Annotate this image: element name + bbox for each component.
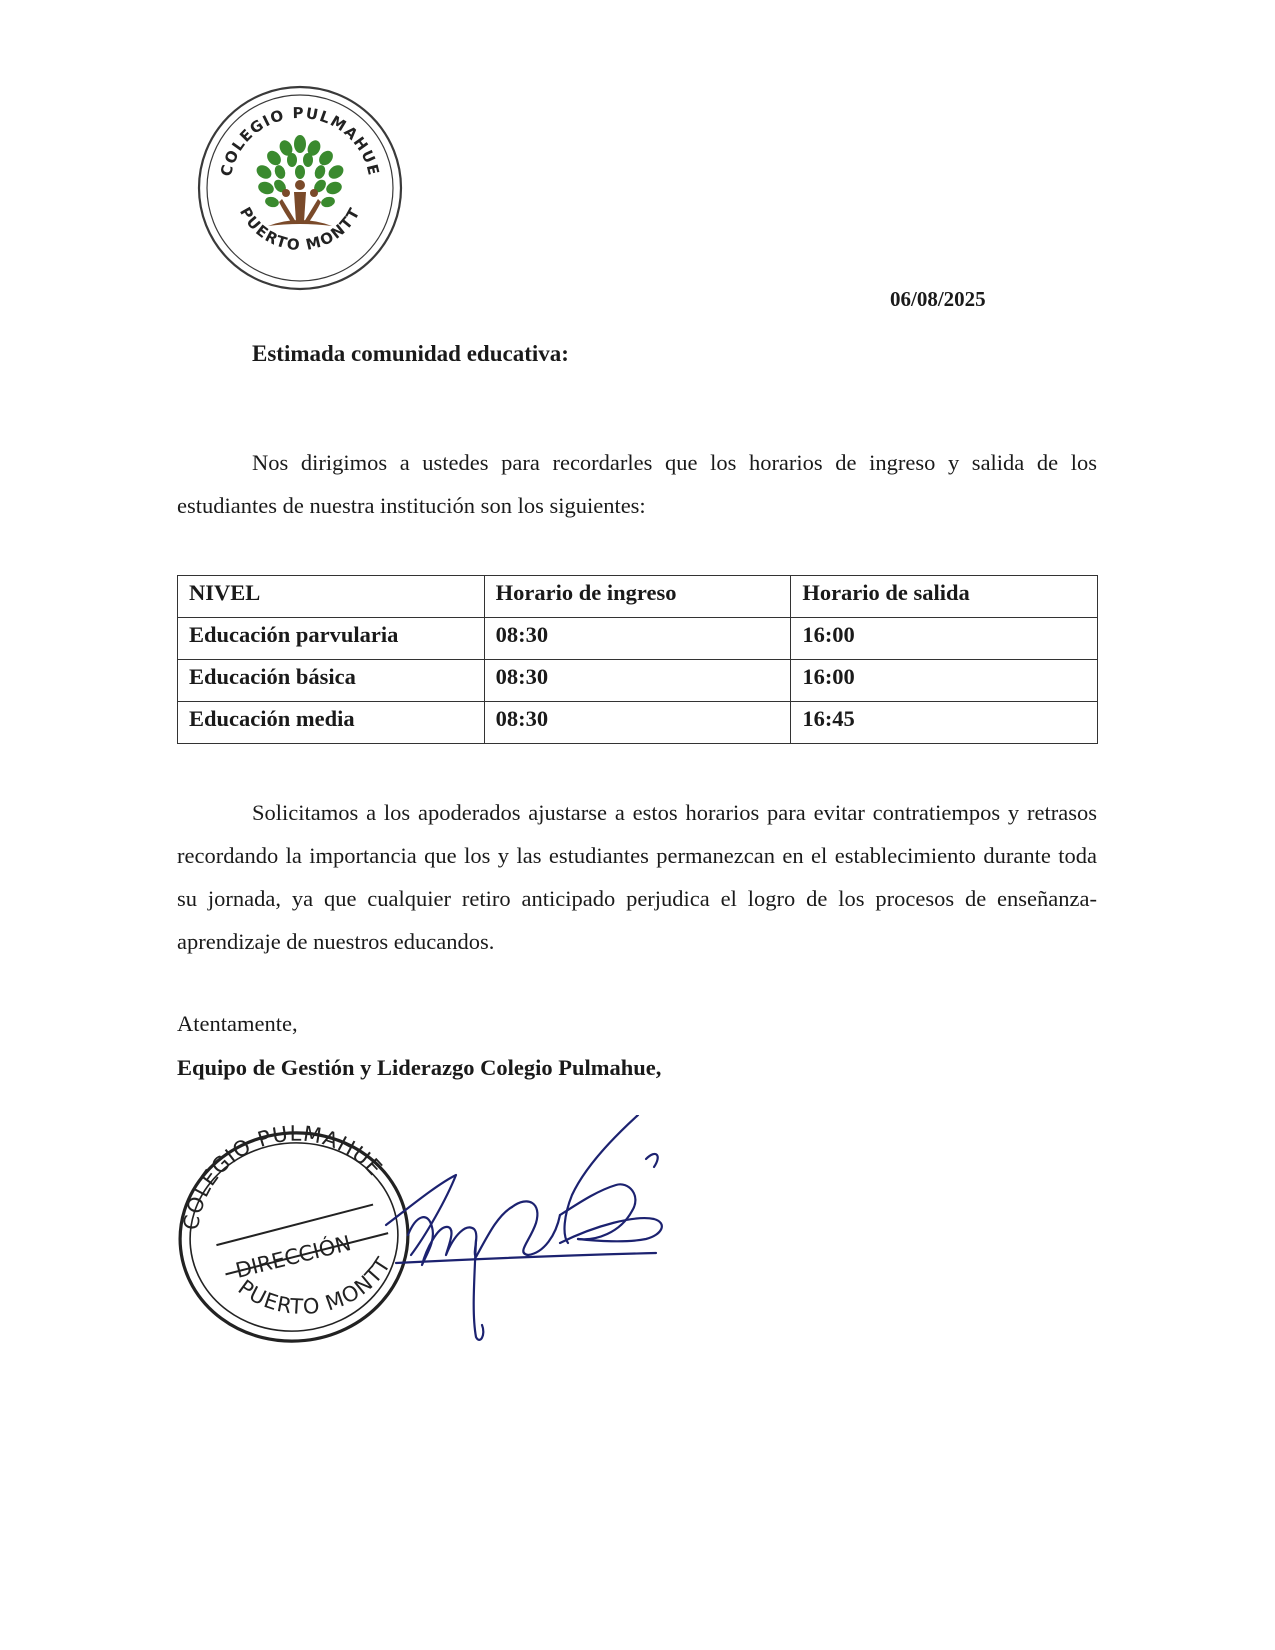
closing-line: Atentamente, xyxy=(177,1011,298,1036)
entry-time-cell: 08:30 xyxy=(484,660,791,702)
header-ingreso: Horario de ingreso xyxy=(484,576,791,618)
exit-time-cell: 16:00 xyxy=(791,618,1098,660)
entry-time-cell: 08:30 xyxy=(484,618,791,660)
table-header-row xyxy=(178,576,1098,618)
stamp-bottom-text: PUERTO MONTT xyxy=(233,1252,396,1320)
signatory-line: Equipo de Gestión y Liderazgo Colegio Pulmahue, xyxy=(177,1055,662,1080)
body-paragraph: Solicitamos a los apoderados ajustarse a estos horarios para evitar contratiempos y retrasos recordando la importancia que los y las estudiantes permanezcan en el establecimiento durante toda su jornada, ya que cualquier retiro anticipado perjudica el logro de los procesos de enseñanza-aprendizaje de nuestros educandos. xyxy=(177,800,1097,954)
level-cell: Educación media xyxy=(178,702,485,744)
logo-top-text: COLEGIO PULMAHUE xyxy=(216,103,384,179)
stamp-middle-text: DIRECCIÓN xyxy=(233,1230,354,1283)
level-cell: Educación parvularia xyxy=(178,618,485,660)
table-row xyxy=(178,702,1098,744)
stamp-icon xyxy=(176,1115,418,1345)
svg-text:COLEGIO PULMAHUE xyxy=(176,1115,392,1234)
table-row xyxy=(178,660,1098,702)
entry-time-cell: 08:30 xyxy=(484,702,791,744)
level-cell: Educación básica xyxy=(178,660,485,702)
school-logo xyxy=(194,82,406,294)
intro-paragraph: Nos dirigimos a ustedes para recordarles que los horarios de ingreso y salida de los estudiantes de nuestra institución son los siguientes: xyxy=(177,450,1097,518)
exit-time-cell: 16:00 xyxy=(791,660,1098,702)
header-nivel: NIVEL xyxy=(178,576,485,618)
exit-time-cell: 16:45 xyxy=(791,702,1098,744)
logo-bottom-text: PUERTO MONTT xyxy=(235,204,364,255)
letter-date: 06/08/2025 xyxy=(890,287,986,311)
header-salida: Horario de salida xyxy=(791,576,1098,618)
signature-icon xyxy=(386,1115,662,1340)
stamp-top-text: COLEGIO PULMAHUE xyxy=(178,1121,388,1232)
tree-icon xyxy=(254,135,346,226)
schedule-table xyxy=(177,575,1098,744)
table-row xyxy=(178,618,1098,660)
greeting: Estimada comunidad educativa: xyxy=(252,341,569,366)
stamp-and-signature xyxy=(176,1115,696,1345)
